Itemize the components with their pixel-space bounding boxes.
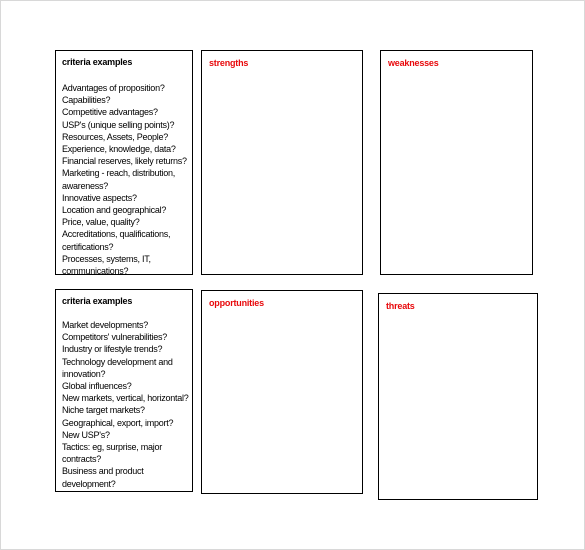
criteria-item: Market developments? <box>62 320 149 330</box>
criteria-item: New markets, vertical, horizontal? <box>62 393 189 404</box>
criteria-item: communications? <box>62 266 129 275</box>
criteria-item: Industry or lifestyle trends? <box>62 344 163 355</box>
criteria-strengths-weaknesses-box <box>55 50 193 275</box>
criteria-title: criteria examples <box>62 296 133 306</box>
criteria-item: Advantages of proposition? <box>62 83 165 93</box>
criteria-item: Price, value, quality? <box>62 217 140 228</box>
criteria-item: Niche target markets? <box>62 405 145 416</box>
criteria-item: development? <box>62 478 116 489</box>
criteria-list <box>62 82 190 275</box>
criteria-item: Processes, systems, IT, <box>62 253 151 264</box>
criteria-item: Competitors' vulnerabilities? <box>62 332 168 343</box>
opportunities-title: opportunities <box>209 298 264 308</box>
criteria-item: Tactics: eg, surprise, major <box>62 442 163 453</box>
criteria-item: Experience, knowledge, data? <box>62 144 176 155</box>
criteria-item: Competitive advantages? <box>62 107 158 118</box>
criteria-item: Location and geographical? <box>62 205 167 216</box>
opportunities-box <box>201 290 363 494</box>
criteria-item: New USP's? <box>62 429 110 440</box>
criteria-item: Business and product <box>62 466 144 477</box>
criteria-item: Innovative aspects? <box>62 192 137 203</box>
criteria-item: innovation? <box>62 368 106 379</box>
threats-title: threats <box>386 301 415 311</box>
strengths-box <box>201 50 363 275</box>
criteria-opportunities-threats-box <box>55 289 193 492</box>
weaknesses-box <box>380 50 533 275</box>
criteria-item: Technology development and <box>62 356 173 367</box>
criteria-item: certifications? <box>62 241 114 252</box>
criteria-item: Accreditations, qualifications, <box>62 229 171 240</box>
criteria-item: awareness? <box>62 180 109 191</box>
criteria-list <box>62 319 190 490</box>
criteria-item: Capabilities? <box>62 95 111 106</box>
criteria-item: USP's (unique selling points)? <box>62 119 175 130</box>
criteria-item: Global influences? <box>62 381 132 392</box>
strengths-title: strengths <box>209 58 249 68</box>
criteria-item: Marketing - reach, distribution, <box>62 168 176 179</box>
criteria-title: criteria examples <box>62 57 133 67</box>
criteria-item: contracts? <box>62 454 102 465</box>
weaknesses-title: weaknesses <box>388 58 439 68</box>
criteria-item: Resources, Assets, People? <box>62 131 169 142</box>
criteria-item: Financial reserves, likely returns? <box>62 156 187 167</box>
threats-box <box>378 293 538 500</box>
criteria-item: Geographical, export, import? <box>62 417 174 428</box>
